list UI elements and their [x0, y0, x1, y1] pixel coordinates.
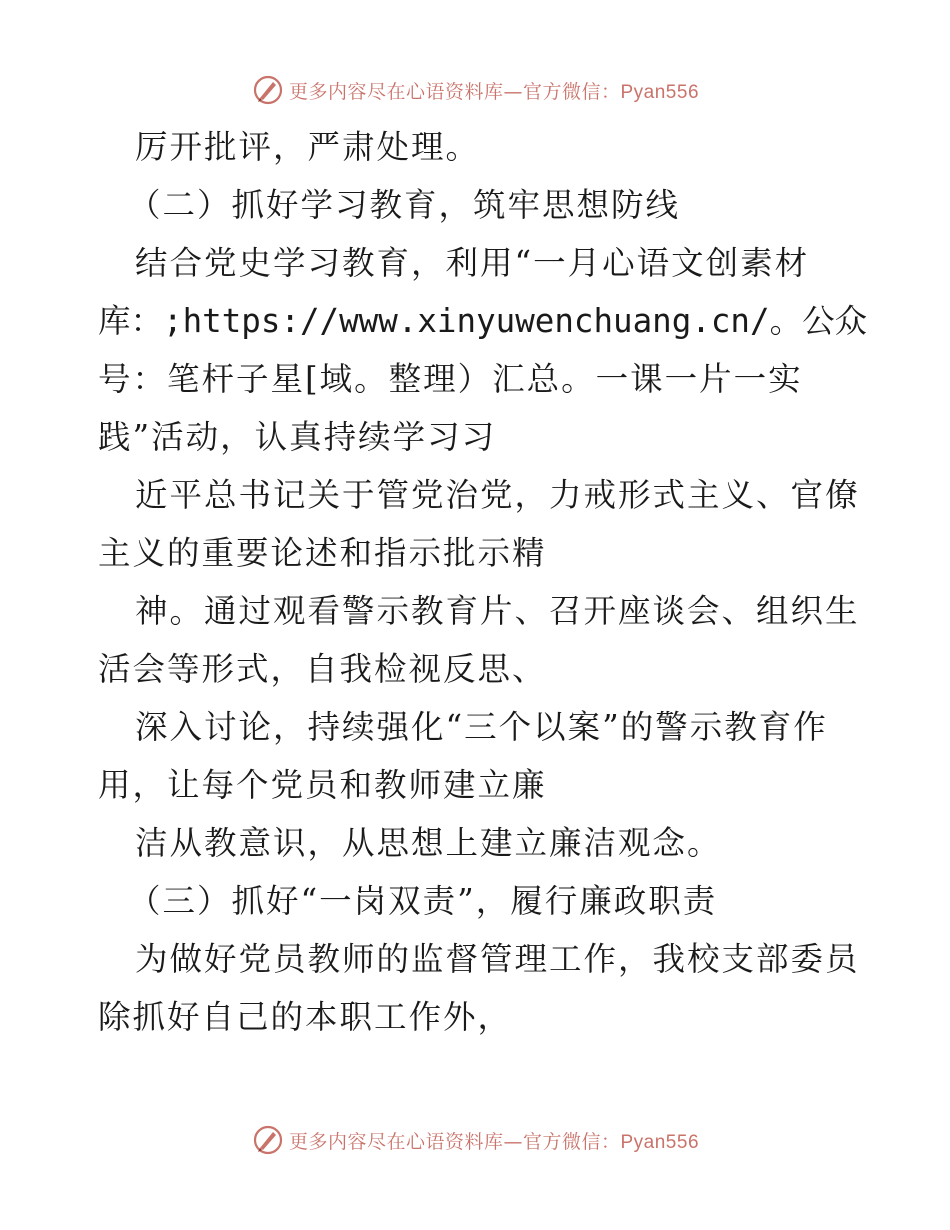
quill-logo-icon [251, 73, 285, 107]
text-line: 活会等形式，自我检视反思、 [98, 650, 547, 688]
text-line: 结合党史学习教育，利用“一月心语文创素材 [135, 244, 810, 282]
text-line: 近平总书记关于管党治党，力戒形式主义、官僚 [135, 476, 860, 514]
section-heading: （三）抓好“一岗双责”，履行廉政职责 [128, 882, 718, 920]
document-body [98, 118, 868, 1046]
text-line: 库：;https://www.xinyuwenchuang.cn/。公众 [98, 302, 868, 340]
text-line: 践”活动，认真持续学习习 [98, 418, 497, 456]
header-banner [0, 70, 950, 110]
footer-banner [0, 1120, 950, 1160]
text-line: 主义的重要论述和指示批示精 [98, 534, 547, 572]
section-heading: （二）抓好学习教育，筑牢思想防线 [128, 186, 681, 224]
text-line: 神。通过观看警示教育片、召开座谈会、组织生 [135, 592, 860, 630]
text-line: 用，让每个党员和教师建立廉 [98, 766, 547, 804]
text-line: 除抓好自己的本职工作外， [98, 998, 513, 1036]
text-line: 深入讨论，持续强化“三个以案”的警示教育作 [135, 708, 828, 746]
text-line: 厉开批评，严肃处理。 [135, 128, 481, 166]
text-line: 洁从教意识，从思想上建立廉洁观念。 [135, 824, 722, 862]
banner-text: 更多内容尽在心语资料库—官方微信： [288, 80, 621, 103]
banner-handle: Pyan556 [620, 81, 700, 103]
quill-logo-icon [251, 1123, 285, 1157]
text-line: 号：笔杆子星[域。整理）汇总。一课一片一实 [98, 360, 803, 398]
text-line: 为做好党员教师的监督管理工作，我校支部委员 [135, 940, 860, 978]
banner-text: 更多内容尽在心语资料库—官方微信： [288, 1130, 621, 1153]
banner-handle: Pyan556 [620, 1131, 700, 1153]
